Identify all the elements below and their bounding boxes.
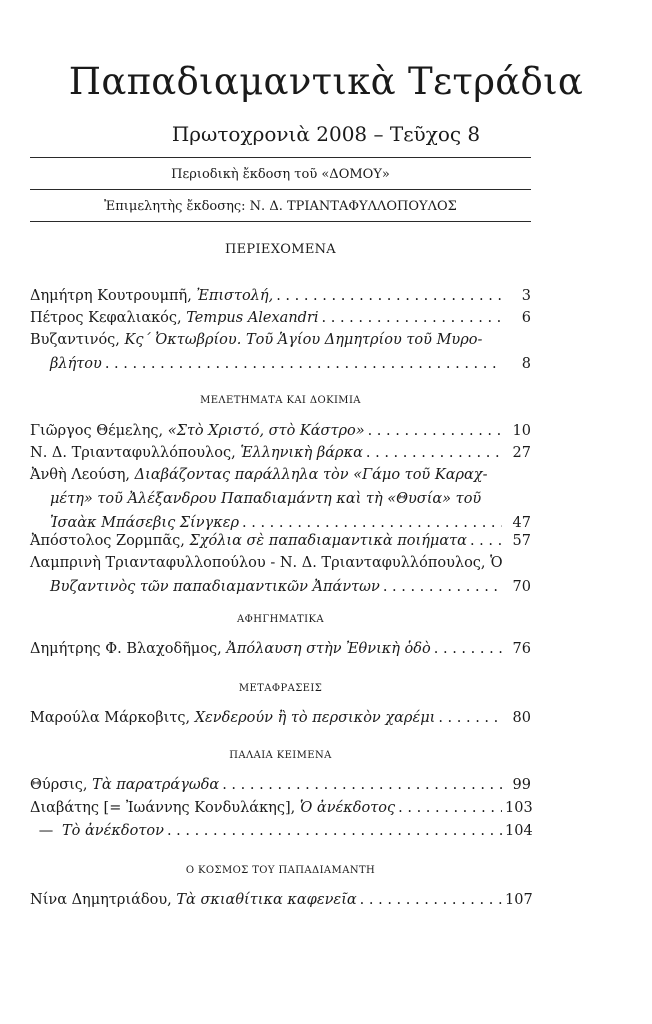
toc-entry — [30, 637, 531, 661]
editor-line: Ἐπιμελητὴς ἔκδοσης: Ν. Δ. ΤΡΙΑΝΤΑΦΥΛΛΟΠΟΥΛΟΣ — [104, 199, 457, 214]
ditto-dash: — — [38, 823, 54, 839]
leader-dots — [470, 529, 502, 553]
divider — [30, 189, 531, 190]
toc-entry — [30, 888, 531, 912]
leader-dots — [438, 706, 502, 730]
leader-dots — [383, 575, 502, 599]
toc-entry — [30, 306, 531, 330]
journal-title: Παπαδιαμαντικὰ Τετράδια — [68, 60, 584, 103]
divider — [30, 157, 531, 158]
toc-entry — [30, 441, 531, 465]
entry-author: Ν. Δ. Τριανταφυλλόπουλος, — [30, 445, 241, 461]
entry-page: 76 — [512, 641, 531, 657]
toc-entry — [30, 796, 531, 820]
leader-dots — [366, 441, 502, 465]
entry-page: 104 — [505, 823, 533, 839]
leader-dots — [276, 284, 502, 308]
entry-title: Ἑλληνικὴ βάρκα — [240, 445, 363, 461]
entry-page: 80 — [512, 710, 531, 726]
entry-page: 103 — [505, 800, 533, 816]
entry-author: Λαμπρινὴ Τριανταφυλλοπούλου - Ν. Δ. Τριανταφυλλόπουλος, Ὁ — [30, 555, 503, 571]
entry-author: Πέτρος Κεφαλιακός, — [30, 310, 187, 326]
entry-page: 8 — [521, 356, 531, 372]
toc-entry — [30, 773, 531, 797]
leader-dots — [360, 888, 502, 912]
toc-entry — [30, 551, 531, 599]
section-heading: Ο ΚΟΣΜΟΣ ΤΟΥ ΠΑΠΑΔΙΑΜΑΝΤΗ — [185, 865, 376, 876]
entry-title-continued: Ἰσαὰκ Μπάσεβις Σίνγκερ — [50, 515, 240, 531]
entry-author: Νίνα Δημητριάδου, — [30, 892, 177, 908]
toc-entry — [30, 328, 531, 376]
entry-author: Ἀπόστολος Ζορμπᾶς, — [30, 533, 190, 549]
issue-subtitle: Πρωτοχρονιὰ 2008 – Τεῦχος 8 — [171, 122, 481, 146]
entry-title: Τὸ ἀνέκδοτον — [62, 823, 164, 839]
entry-title: Κς΄ Ὀκτωβρίου. Τοῦ Ἁγίου Δημητρίου τοῦ Μυρο- — [124, 332, 483, 348]
entry-page: 6 — [521, 310, 531, 326]
leader-dots — [398, 796, 502, 820]
entry-title: Ἀπόλαυση στὴν Ἐθνικὴ ὁδὸ — [226, 641, 431, 657]
publisher-line: Περιοδικὴ ἔκδοση τοῦ «ΔΟΜΟΥ» — [171, 167, 390, 182]
section-heading: ΜΕΤΑΦΡΑΣΕΙΣ — [238, 683, 323, 694]
leader-dots — [368, 419, 502, 443]
entry-author: Ἀνθὴ Λεούση, — [30, 467, 135, 483]
entry-page: 57 — [512, 533, 531, 549]
entry-title: Ἐπιστολή, — [196, 288, 274, 304]
toc-entry — [30, 419, 531, 443]
entry-page: 3 — [521, 288, 531, 304]
entry-page: 27 — [512, 445, 531, 461]
entry-title: Σχόλια σὲ παπαδιαμαντικὰ ποιήματα — [189, 533, 467, 549]
leader-dots — [167, 819, 502, 843]
entry-page: 99 — [512, 777, 531, 793]
entry-title: Τὰ παρατράγωδα — [92, 777, 220, 793]
leader-dots — [434, 637, 502, 661]
leader-dots — [105, 352, 502, 376]
leader-dots — [222, 773, 502, 797]
entry-page: 47 — [512, 515, 531, 531]
toc-entry — [30, 819, 531, 843]
toc-entry — [30, 284, 531, 308]
entry-page: 10 — [512, 423, 531, 439]
entry-page: 70 — [512, 579, 531, 595]
entry-author: Δημήτρης Φ. Βλαχοδῆμος, — [30, 641, 227, 657]
entry-author: Βυζαντινός, — [30, 332, 125, 348]
entry-title-continued: μέτη» τοῦ Ἀλέξανδρου Παπαδιαμάντη καὶ τὴ «Θυσία» τοῦ — [50, 491, 482, 507]
section-heading: ΜΕΛΕΤΗΜΑΤΑ ΚΑΙ ΔΟΚΙΜΙΑ — [200, 395, 361, 406]
contents-heading: ΠΕΡΙΕΧΟΜΕΝΑ — [225, 242, 336, 257]
toc-entry — [30, 529, 531, 553]
entry-author: Γιῶργος Θέμελης, — [30, 423, 168, 439]
entry-title: Τὰ σκιαθίτικα καφενεῖα — [176, 892, 357, 908]
section-heading: ΑΦΗΓΗΜΑΤΙΚΑ — [237, 614, 324, 625]
entry-author: Δημήτρη Κουτρουμπῆ, — [30, 288, 197, 304]
entry-title: Διαβάζοντας παράλληλα τὸν «Γάμο τοῦ Καραχ- — [134, 467, 488, 483]
toc-entry — [30, 463, 531, 535]
entry-title: Tempus Alexandri — [186, 310, 319, 326]
entry-author: Θύρσις, — [30, 777, 93, 793]
section-heading: ΠΑΛΑΙΑ ΚΕΙΜΕΝΑ — [229, 750, 332, 761]
leader-dots — [322, 306, 502, 330]
entry-title-continued: Βυζαντινὸς τῶν παπαδιαμαντικῶν Ἀπάντων — [50, 579, 380, 595]
entry-title: «Στὸ Χριστό, στὸ Κάστρο» — [167, 423, 365, 439]
entry-title: Χενδερούν ἢ τὸ περσικὸν χαρέμι — [194, 710, 436, 726]
entry-title-continued: βλήτου — [50, 356, 102, 372]
entry-author: Διαβάτης [= Ἰωάννης Κονδυλάκης], — [30, 800, 300, 816]
entry-author: Μαρούλα Μάρκοβιτς, — [30, 710, 195, 726]
toc-entry — [30, 706, 531, 730]
divider — [30, 221, 531, 222]
entry-page: 107 — [505, 892, 533, 908]
entry-title: Ὁ ἀνέκδοτος — [299, 800, 396, 816]
